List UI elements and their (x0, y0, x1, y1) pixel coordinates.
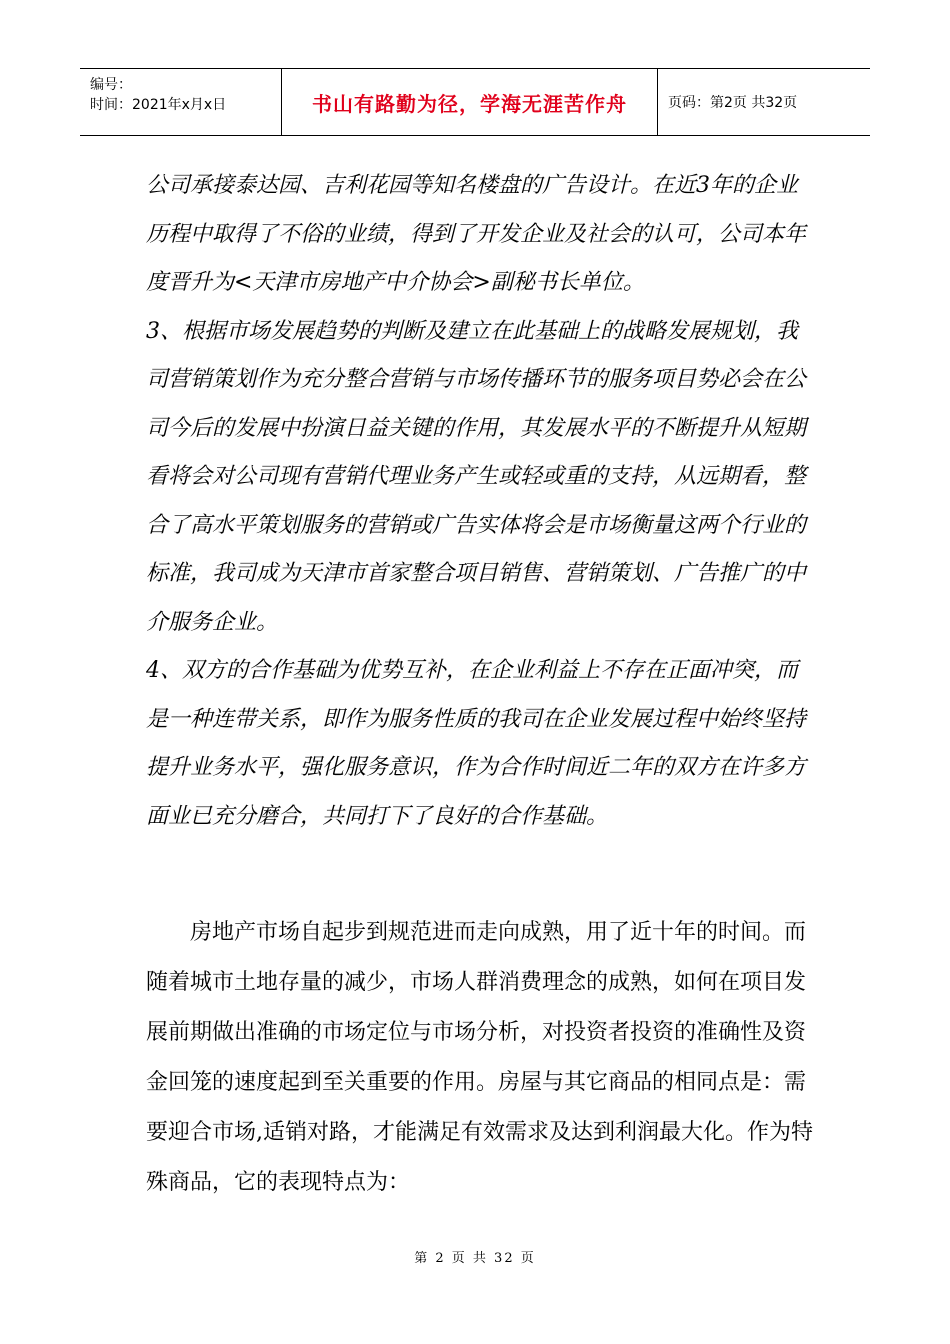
paragraph-market-overview: 房地产市场自起步到规范进而走向成熟，用了近十年的时间。而随着城市土地存量的减少，市场人群消费理念的成熟，如何在项目发展前期做出准确的市场定位与市场分析，对投资者投资的准确性及资金回笼的速度起到至关重要的作用。房屋与其它商品的相同点是：需要迎合市场,适销对路，才能满足有效需求及达到利润最大化。作为特殊商品，它的表现特点为： (146, 920, 813, 1195)
header-motto: 书山有路勤为径，学海无涯苦作舟 (282, 69, 658, 135)
main-section (146, 908, 816, 1208)
paragraph-company-intro: 公司承接泰达园、吉利花园等知名楼盘的广告设计。在近3年的企业历程中取得了不俗的业绩，得到了开发企业及社会的认可，公司本年度晋升为<天津市房地产中介协会>副秘书长单位。 (146, 173, 807, 295)
page-footer: 第 2 页 共 32 页 (414, 1251, 536, 1266)
paragraph-point-4: 4、双方的合作基础为优势互补，在企业利益上不存在正面冲突，而是一种连带关系，即作为服务性质的我司在企业发展过程中始终坚持提升业务水平，强化服务意识，作为合作时间近二年的双方在许多方面业已充分磨合，共同打下了良好的合作基础。 (146, 658, 807, 829)
header-page-info: 页码：第2页 共32页 (668, 95, 798, 111)
document-number-label: 编号： (90, 77, 132, 93)
document-time-label: 时间：2021年x月x日 (90, 97, 227, 113)
page-header (80, 68, 870, 136)
paragraph-point-3: 3、根据市场发展趋势的判断及建立在此基础上的战略发展规划，我司营销策划作为充分整合营销与市场传播环节的服务项目势必会在公司今后的发展中扮演日益关键的作用，其发展水平的不断提升从短期看将会对公司现有营销代理业务产生或轻或重的支持，从远期看，整合了高水平策划服务的营销或广告实体将会是市场衡量这两个行业的标准，我司成为天津市首家整合项目销售、营销策划、广告推广的中介服务企业。 (146, 318, 807, 635)
italic-section (146, 162, 816, 841)
header-meta (80, 69, 282, 135)
